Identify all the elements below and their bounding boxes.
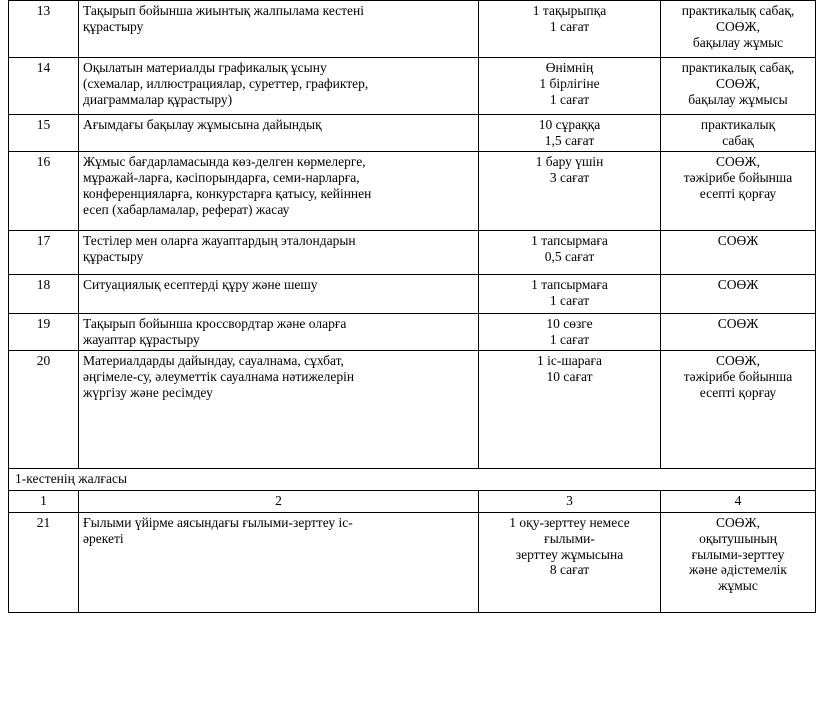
norm-line: 1 іс-шараға	[536, 352, 603, 368]
row-number-cell	[9, 58, 79, 115]
norm-line: 8 сағат	[549, 562, 590, 578]
column-header-number: 4	[734, 493, 742, 509]
row-number-cell	[9, 274, 79, 313]
norm-line: 1 тапсырмаға	[531, 232, 608, 248]
table-row	[9, 274, 816, 313]
row-form-cell	[661, 350, 816, 468]
form-line: СОӨЖ,	[716, 352, 760, 368]
desc-line: әңгімеле-су, әлеуметтік сауалнама нәтижелерін	[83, 368, 355, 384]
row-form-cell	[661, 115, 816, 152]
row-number: 18	[36, 276, 51, 292]
row-description-cell	[79, 274, 479, 313]
norm-line: Өнімнің	[545, 60, 594, 75]
table-row	[9, 151, 816, 230]
form-line: сабақ	[722, 132, 754, 148]
column-header-number: 2	[275, 493, 282, 509]
table-row	[9, 1, 816, 58]
desc-line: құрастыру	[83, 18, 144, 34]
column-header-number: 3	[566, 493, 573, 509]
form-line: СОӨЖ	[717, 232, 759, 248]
norm-line: 10 сұраққа	[538, 117, 601, 132]
row-number-cell	[9, 512, 79, 612]
desc-line: Жұмыс бағдарламасында көз-делген көрмелерге,	[83, 153, 366, 169]
row-number-cell	[9, 350, 79, 468]
norm-line: 1 тақырыпқа	[532, 3, 607, 18]
row-number-cell	[9, 1, 79, 58]
desc-line: құрастыру	[83, 248, 144, 264]
form-line: СОӨЖ	[717, 315, 759, 331]
form-line: есепті қорғау	[699, 185, 777, 201]
row-norm-cell	[479, 313, 661, 350]
form-line: тәжірибе бойынша	[683, 368, 793, 384]
row-number: 20	[36, 352, 51, 368]
form-line: оқытушының	[699, 530, 777, 546]
form-line: практикалық сабақ,	[681, 60, 795, 75]
desc-line: (схемалар, иллюстрациялар, суреттер, графиктер,	[83, 75, 369, 91]
norm-line: 3 сағат	[549, 169, 590, 185]
row-norm-cell	[479, 1, 661, 58]
continuation-caption-cell	[9, 468, 816, 490]
row-form-cell	[661, 313, 816, 350]
table-row	[9, 350, 816, 468]
row-description-cell	[79, 151, 479, 230]
row-description-cell	[79, 58, 479, 115]
desc-line: Ғылыми үйірме аясындағы ғылыми-зерттеу іс-	[83, 514, 353, 530]
row-description-cell	[79, 1, 479, 58]
desc-line: есеп (хабарламалар, реферат) жасау	[83, 201, 290, 217]
table-row	[9, 115, 816, 152]
form-line: СОӨЖ,	[716, 75, 760, 91]
desc-line: конференцияларға, конкурстарға қатысу, кейіннен	[83, 185, 372, 201]
row-form-cell	[661, 1, 816, 58]
form-line: ғылыми-зерттеу	[691, 546, 785, 562]
row-description-cell	[79, 512, 479, 612]
form-line: практикалық сабақ,	[681, 3, 795, 18]
column-header-2	[79, 490, 479, 512]
column-number-header-row	[9, 490, 816, 512]
form-line: есепті қорғау	[699, 384, 777, 400]
column-header-number: 1	[40, 493, 47, 509]
table-row	[9, 230, 816, 274]
column-header-4	[661, 490, 816, 512]
form-line: СОӨЖ,	[716, 514, 760, 530]
row-form-cell	[661, 58, 816, 115]
form-line: практикалық	[700, 117, 776, 132]
norm-line: 1 сағат	[549, 91, 590, 107]
column-header-1	[9, 490, 79, 512]
form-line: СОӨЖ,	[716, 153, 760, 169]
desc-line: диаграммалар құрастыру)	[83, 91, 233, 107]
norm-line: 1 сағат	[549, 292, 590, 308]
row-number: 16	[36, 153, 51, 169]
row-norm-cell	[479, 58, 661, 115]
row-number-cell	[9, 313, 79, 350]
row-number: 15	[36, 117, 51, 132]
row-description-cell	[79, 115, 479, 152]
desc-line: Материалдарды дайындау, сауалнама, сұхбат,	[83, 352, 344, 368]
form-line: тәжірибе бойынша	[683, 169, 793, 185]
row-number: 13	[36, 3, 51, 18]
form-line: бақылау жұмыс	[692, 34, 784, 50]
row-form-cell	[661, 512, 816, 612]
desc-line: Тақырып бойынша кроссвордтар және оларға	[83, 315, 347, 331]
row-number: 14	[36, 60, 51, 75]
row-norm-cell	[479, 512, 661, 612]
desc-line: әрекеті	[83, 530, 124, 546]
desc-line: Ағымдағы бақылау жұмысына дайындық	[83, 117, 322, 132]
syllabus-table-part1	[8, 0, 816, 613]
row-number-cell	[9, 151, 79, 230]
desc-line: мұражай-ларға, кәсіпорындарға, семи-нарларға,	[83, 169, 360, 185]
norm-line: 1,5 сағат	[544, 132, 595, 148]
row-number-cell	[9, 115, 79, 152]
row-number: 21	[36, 514, 51, 530]
norm-line: 1 сағат	[549, 331, 590, 347]
continuation-caption-text: 1-кестенің жалғасы	[15, 470, 128, 486]
row-description-cell	[79, 313, 479, 350]
row-description-cell	[79, 350, 479, 468]
row-number: 19	[36, 315, 51, 331]
table-row	[9, 313, 816, 350]
row-norm-cell	[479, 350, 661, 468]
desc-line: жүргізу және ресімдеу	[83, 384, 213, 400]
row-description-cell	[79, 230, 479, 274]
norm-line: 1 оқу-зерттеу немесе	[509, 514, 630, 530]
continuation-caption-row	[9, 468, 816, 490]
norm-line: зерттеу жұмысына	[515, 546, 624, 562]
desc-line: Оқылатын материалды графикалық ұсыну	[83, 60, 327, 75]
table-body-part1	[9, 1, 816, 613]
form-line: бақылау жұмысы	[688, 91, 788, 107]
norm-line: 10 сағат	[546, 368, 593, 384]
form-line: және әдістемелік	[689, 562, 787, 578]
norm-line: 0,5 сағат	[544, 248, 595, 264]
row-number: 17	[36, 232, 51, 248]
row-norm-cell	[479, 274, 661, 313]
table-row	[9, 58, 816, 115]
row-form-cell	[661, 151, 816, 230]
desc-line: жауаптар құрастыру	[83, 331, 200, 347]
norm-line: 1 сағат	[549, 18, 590, 34]
form-line: СОӨЖ,	[716, 18, 760, 34]
desc-line: Тақырып бойынша жиынтық жалпылама кестені	[83, 3, 365, 18]
norm-line: ғылыми-	[544, 530, 595, 546]
row-form-cell	[661, 274, 816, 313]
row-number-cell	[9, 230, 79, 274]
row-norm-cell	[479, 115, 661, 152]
desc-line: Тестілер мен оларға жауаптардың эталондарын	[83, 232, 356, 248]
norm-line: 1 бірлігіне	[539, 75, 600, 91]
table-row	[9, 512, 816, 612]
form-line: СОӨЖ	[717, 276, 759, 292]
norm-line: 1 бару үшін	[535, 153, 604, 169]
norm-line: 1 тапсырмаға	[531, 276, 608, 292]
row-form-cell	[661, 230, 816, 274]
form-line: жұмыс	[718, 578, 758, 594]
norm-line: 10 сөзге	[546, 315, 593, 331]
row-norm-cell	[479, 151, 661, 230]
row-norm-cell	[479, 230, 661, 274]
column-header-3	[479, 490, 661, 512]
desc-line: Ситуациялық есептерді құру және шешу	[83, 276, 318, 292]
